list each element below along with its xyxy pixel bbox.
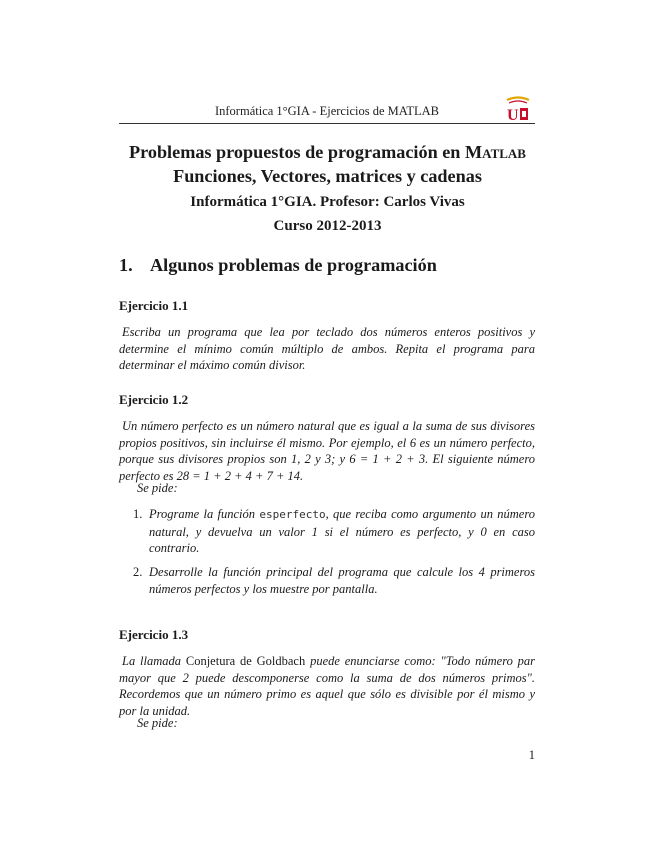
exercise-text: [119, 653, 535, 719]
exercise-title: Ejercicio 1.1: [119, 298, 189, 313]
title-line-3: Informática 1°GIA. Profesor: Carlos Vivas: [190, 194, 465, 210]
list-item: [119, 506, 535, 556]
list-item-number: 2.: [133, 565, 143, 579]
section-number: 1.: [119, 255, 133, 275]
list-item-number: 1.: [133, 507, 143, 521]
page-number: 1: [528, 748, 535, 762]
title-line-2: Funciones, Vectores, matrices y cadenas: [173, 166, 482, 186]
svg-text:U: U: [507, 107, 519, 122]
exercise-text: Un número perfecto es un número natural que es igual a la suma de sus divisores propios positivos, sin incluirse él mismo. Por ejemplo, el 6 es un número perfecto, porque sus divisores propios son 1, 2 y 3; y 6 = 1 + 2 + 3. El siguiente número perfecto es 28 = 1 + 2 + 4 + 7 + 14.: [119, 419, 535, 483]
list-item-text: Desarrolle la función principal del programa que calcule los 4 primeros números perfectos y los muestre por pantalla.: [149, 565, 535, 596]
goldbach-term: Conjetura de Goldbach: [185, 654, 306, 668]
exercise-text-before: La llamada: [122, 654, 182, 668]
exercise-title: Ejercicio 1.3: [119, 627, 189, 642]
se-pide-label: Se pide:: [137, 716, 178, 730]
university-logo-icon: [503, 96, 533, 122]
title-line-1-prefix: Problemas propuestos de programación en: [129, 142, 461, 162]
title-line-1: [100, 140, 555, 164]
list-item-text: [149, 506, 535, 557]
list-item-text-after: , que reciba como argumento un número natural, y devuelva un valor 1 si el número es perfecto, y 0 en caso contrario.: [149, 507, 535, 556]
document-title-block: [100, 140, 555, 237]
se-pide-label: Se pide:: [137, 481, 178, 495]
list-item: [119, 564, 535, 598]
section-heading: [119, 255, 535, 276]
function-name-code: esperfecto: [259, 508, 326, 521]
list-item-text-before: Programe la función: [149, 507, 256, 521]
section-title: Algunos problemas de programación: [150, 255, 437, 275]
title-matlab: Matlab: [464, 142, 526, 162]
exercise-text-after: puede enunciarse como: "Todo número par mayor que 2 puede descomponerse como la suma de dos números primos". Recordemos que un número primo es aquel que sólo es divisible por él mismo y por la unidad.: [119, 654, 536, 718]
running-header: Informática 1°GIA - Ejercicios de MATLAB: [214, 104, 440, 118]
header-rule: [119, 123, 535, 124]
title-line-4: Curso 2012-2013: [273, 218, 382, 234]
exercise-text: Escriba un programa que lea por teclado dos números enteros positivos y determine el mínimo común múltiplo de ambos. Repita el programa para determinar el máximo común divisor.: [119, 325, 535, 373]
exercise-title: Ejercicio 1.2: [119, 392, 189, 407]
